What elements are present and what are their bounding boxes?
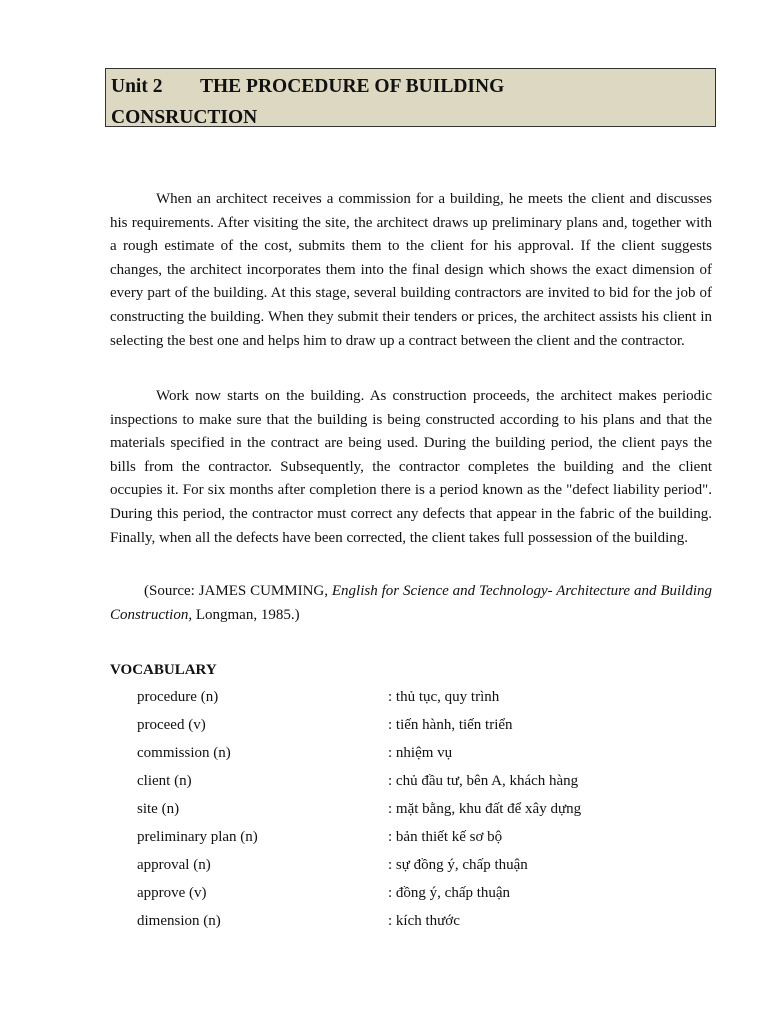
vocab-item (137, 770, 637, 798)
vocab-term: commission (n) (137, 745, 231, 761)
vocab-item (137, 854, 637, 882)
vocab-item (137, 686, 637, 714)
vocab-meaning: : mặt bằng, khu đất để xây dựng (388, 801, 582, 817)
vocab-meaning: : sự đồng ý, chấp thuận (388, 857, 528, 873)
vocab-term: preliminary plan (n) (137, 829, 258, 845)
unit-title-part-1: THE PROCEDURE OF BUILDING (200, 76, 505, 97)
vocab-meaning: : kích thước (388, 913, 460, 929)
title-line-1 (111, 71, 715, 102)
vocabulary-list (137, 686, 637, 938)
vocab-item (137, 798, 637, 826)
vocab-meaning: : bản thiết kế sơ bộ (388, 829, 503, 845)
vocab-term: client (n) (137, 773, 192, 789)
unit-title-box (105, 68, 716, 127)
vocab-meaning: : đồng ý, chấp thuận (388, 885, 511, 901)
vocab-term: approval (n) (137, 857, 211, 873)
vocab-term: site (n) (137, 801, 180, 817)
vocab-term: approve (v) (137, 885, 207, 901)
vocab-term: proceed (v) (137, 717, 206, 733)
vocab-item (137, 882, 637, 910)
vocab-item (137, 826, 637, 854)
vocab-item (137, 742, 637, 770)
unit-title-part-2: CONSRUCTION (111, 107, 258, 128)
source-prefix: (Source: JAMES CUMMING, (144, 583, 332, 599)
reading-paragraph-1: When an architect receives a commission for a building, he meets the client and discusses his requirements. After visiting the site, the architect draws up preliminary plans and, together with a rough estimate of the cost, submits them to the client for his approval. If the client suggests changes, the architect incorporates them into the final design which shows the exact dimension of every part of the building. At this stage, several building contractors are invited to bid for the job of constructing the building. When they submit their tenders or prices, the architect assists his client in selecting the best one and helps him to draw up a contract between the client and the contractor. (110, 191, 712, 349)
vocabulary-heading: VOCABULARY (110, 662, 217, 678)
vocab-meaning: : tiến hành, tiến triển (388, 717, 513, 733)
vocab-item (137, 910, 637, 938)
vocab-item (137, 714, 637, 742)
vocab-term: dimension (n) (137, 913, 221, 929)
vocab-term: procedure (n) (137, 689, 219, 705)
reading-paragraph-2: Work now starts on the building. As construction proceeds, the architect makes periodic inspections to make sure that the building is being constructed according to his plans and that the materials specified in the contract are being used. During the building period, the client pays the bills from the contractor. Subsequently, the contractor completes the building and the client occupies it. For six months after completion there is a period known as the "defect liability period". During this period, the contractor must correct any defects that appear in the fabric of the building. Finally, when all the defects have been corrected, the client takes full possession of the building. (110, 388, 712, 546)
source-book-title: English for Science and Technology- Architecture and Building Construction (110, 583, 712, 623)
source-suffix: , Longman, 1985.) (188, 606, 300, 623)
vocab-meaning: : nhiệm vụ (388, 745, 453, 761)
unit-number: Unit 2 (111, 76, 163, 97)
source-citation (110, 580, 712, 627)
vocab-meaning: : chủ đầu tư, bên A, khách hàng (388, 773, 579, 789)
vocab-meaning: : thủ tục, quy trình (388, 689, 500, 705)
